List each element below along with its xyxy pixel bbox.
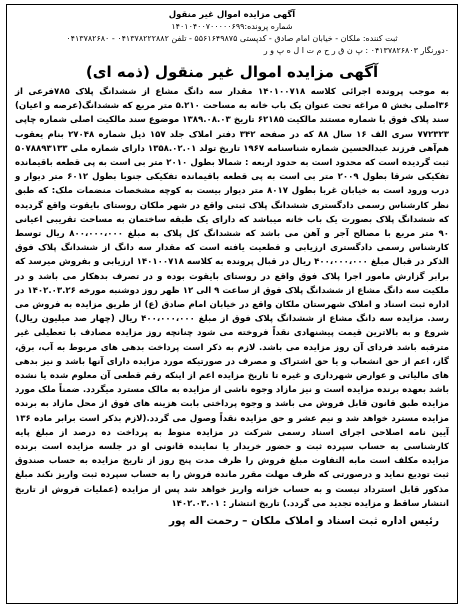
header-line-2: شماره پرونده:۱۴۰۱۰۴۰۰۷۰۰۰۰۰۶۹۹ (171, 22, 293, 31)
notice-title: آگهی مزایده اموال غیر منقول (ذمه ای) (85, 63, 379, 81)
header-line-1: آگهی مزایده اموال غیر منقول (168, 10, 296, 20)
notice-signature: رئیس اداره ثبت اسناد و املاک ملکان – رحمت اله پور (168, 515, 439, 528)
header-line-3: ثبت کننده: ملکان - خیابان امام صادق - کدپستی ۵۵۶۱۶۴۹۸۷۵ - تلفن ۰۴۱۳۷۸۲۲۲۸۸۲ - ۰۴۱۳۷۸۲۶۸۰ (66, 34, 398, 43)
header-line-4: ۰دورنگار ۰۴۱۳۷۸۲۶۸۰۳ : پ ن ق ر ح م ت ا ل ه پ و ر (263, 46, 449, 55)
auction-notice (6, 4, 458, 604)
notice-body: به موجب پرونده اجرائی کلاسه ۱۴۰۱۰۰۷۱۸ مقدار سه دانگ مشاع از ششدانگ پلاک ۷۸۵فرعی از ۳۶اصلی بخش ۵ مراغه تحت عنوان یک باب خانه به مساحت ۵.۲۱۰ متر مربع که ششدانگ(عرصه و اعیان) سند پلاک فوق با شماره مستند مالکیت ۶۲۱۸۵ تاریخ ۱۳۸۹.۰۸.۰۳ موضوع سند مالکیت اصلی شماره چاپی ۷۷۲۳۲۳ سری الف ۱۶ سال ۸۸ که در صفحه ۳۴۲ دفتر املاک جلد ۱۵۷ ذیل شماره ۲۷۰۴۸ بنام یعقوب هم‌آهی فرزند عبدالحسین شماره شناسنامه ۱۹۶۷ تاریخ تولد ۱۳۵۸.۰۲.۰۱ دارای شماره ملی ۵۰۷۸۸۹۳۱۳۳ ثبت گردیده است که محدود است به حدود اربعه : شمالا بطول ۲۰۱۰ متر بی است به پی قطعه باقیمانده تفکیکی شرقا بطول ۲۰۰۹ متر بی است به پی قطعه باقیمانده تفکیکی جنوبا بطول ۶۰۱۲ متر دیوار و درب ورود است به خیابان غربا بطول ۸۰۱۷ متر دیوار بیست به کوچه مشخصات منضمات ملک: که طبق نظر کارشناس رسمی دادگستری ششدانگ پلاک ثبتی واقع در شهر ملکان روستای بایقوت واقع گردیده که ششدانگ پلاک بصورت یک باب خانه میباشد که دارای یک طبقه ساختمان به مساحت تقریبی اعیانی ۹۰ متر مربع با مصالح آجر و آهن می باشد که ششدانگ کل پلاک به مبلغ ۸۰۰،۰۰۰،۰۰۰ ریال توسط کارشناس رسمی دادگستری ارزیابی و قطعیت یافته است که مقدار سه دانگ از ششدانگ پلاک فوق الذکر در قبال مبلغ ۴۰۰،۰۰۰،۰۰۰ ریال در قبال پرونده به کلاسه ۱۴۰۱۰۰۷۱۸ ارزیابی و بفروش میرسد که برابر گزارش مامور اجرا پلاک فوق واقع در روستای بایقوت بوده و در تصرف بدهکار می باشد و در ملکیت سه دانگ مشاع از ششدانگ پلاک فوق از ساعت ۹ الی ۱۲ ظهر روز دوشنبه مورخه ۱۴۰۲.۰۳.۲۶ در اداره ثبت اسناد و املاک شهرستان ملکان واقع در خیابان امام صادق (ع) از طریق مزایده به فروش می رسد. مزایده سه دانگ مشاع از ششدانگ پلاک فوق از مبلغ ۴۰۰،۰۰۰،۰۰۰ ریال (چهار صد میلیون ریال) شروع و به بالاترین قیمت پیشنهادی نقداً فروخته می شود چنانچه روز مزایده مصادف با تعطیلی غیر مترقبه باشد فردای آن روز مزایده می باشد. لازم به ذکر است پرداخت بدهی های مربوط به آب، برق، گاز، اعم از حق انشعاب و یا حق اشتراک و مصرف در صورتیکه مورد مزایده دارای آنها باشد و نیز بدهی های مالیاتی و عوارض شهرداری و غیره تا تاریخ مزایده اعم از اینکه رقم قطعی آن معلوم شده یا نشده باشد بعهده برنده مزایده است و نیز مازاد وجوه ناشی از مزایده به مالک مسترد میگردد. ضمناً ملک مورد مزایده طبق قانون قابل فروش می باشد و وجوه پرداختی بابت هزینه های فوق از محل مازاد به برنده مزایده مسترد خواهد شد و نیم عشر و حق مزایده نقداً وصول می گردد.(لازم بذکر است برابر ماده ۱۳۶ آیین نامه اصلاحی اجرای اسناد رسمی شرکت در مزایده منوط به پرداخت ده درصد از مبلغ پایه کارشناسی به حساب سپرده ثبت و حضور خریدار یا نماینده قانونی او در جلسه مزایده است برنده مزایده مکلف است مابه التفاوت مبلغ فروش را ظرف مدت پنج روز از تاریخ مزایده به حساب صندوق ثبت تودیع نماید و درصورتی که ظرف مهلت مقرر مانده فروش را به حساب سپرده ثبت واریز نکند مبلغ مذکور قابل استرداد نیست و به حساب خزانه واریز خواهد شد پس از مزایده (عملیات فروش از تاریخ انتشار ساقط و مزایده تجدید می گردد.) تاریخ انتشار : ۱۴۰۲.۰۳.۰۱ (15, 87, 450, 509)
notice-header (15, 9, 449, 57)
